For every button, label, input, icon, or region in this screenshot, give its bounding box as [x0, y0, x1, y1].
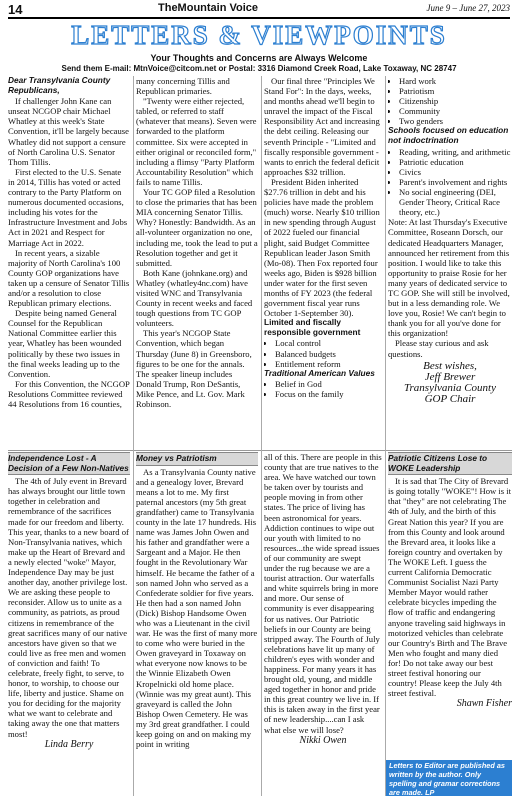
letter1-paragraph: If challenger John Kane can unseat NCGOP chair Michael Whatley at this week's State Convention, it'll be largely because Whatley did not support a censure of North Carolina U.S. Senator Thom Tillis.	[8, 96, 129, 167]
letter1-column1	[8, 76, 130, 448]
list-item: • No social engineering (DEI, Gender Theory, Critical Race theory, etc.)	[399, 187, 512, 217]
section-title: LETTERS & VIEWPOINTS	[71, 20, 447, 50]
letter3-title: Money vs Patriotism	[136, 452, 258, 466]
letter4-signature: Shawn Fisher	[456, 698, 512, 710]
issue-dates: June 9 – June 27, 2023	[426, 3, 510, 13]
section-divider	[8, 450, 512, 451]
closing-paragraph: Please stay curious and ask questions.	[388, 338, 489, 359]
list2	[264, 379, 382, 399]
letter1-paragraph: Your TC GOP filed a Resolution to close the primaries that has been MIA concerning Senator Tillis. Why? Honestly: Bandwidth. As an all-volunteer organization no one, including me, took the lead to put a Resolution together and get it submitted.	[136, 187, 258, 268]
page-number: 14	[8, 2, 23, 17]
letter1-paragraph: In recent years, a sizable majority of North Carolina's 100 County GOP organizations have taken up a censure of Senator Tillis and/or a resolution to close Republican primary elections.	[8, 247, 130, 309]
letter3-column1	[136, 452, 258, 798]
list4	[388, 147, 512, 218]
list1	[264, 338, 382, 368]
list-item: • Parent's involvement and rights	[399, 177, 512, 187]
list-item: • Two genders	[399, 116, 512, 126]
list1-title: Limited and fiscally responsible government	[264, 317, 361, 337]
column-divider	[261, 76, 262, 796]
letter2-signature: Linda Berry	[44, 738, 94, 750]
list-item: • Focus on the family	[275, 389, 382, 399]
letter1-column4	[388, 76, 512, 448]
list-item: • Reading, writing, and arithmetic	[399, 147, 512, 157]
letter1-paragraph: Our final three "Principles We Stand For": In the days, weeks, and months ahead we'll begin to unravel the impact of the Fiscal Responsibility Act and increasing the debt ceiling. Releasing our seventh Principle - "Limited and fiscally responsible government - wants to enrich the federal deficit approaches $32 trillion.	[264, 76, 380, 177]
page-header	[8, 2, 510, 16]
editor-note: Letters to Editor are published as written by the author. Only spelling and gramar corrections are made. LP	[386, 760, 512, 796]
list-item: • Patriotism	[399, 86, 512, 96]
letter3-column2	[264, 452, 382, 798]
list-item: • Civics	[399, 167, 512, 177]
letter3-signature: Nikki Owen	[299, 734, 347, 746]
letter2-title: Independence Lost - A Decision of a Few Non-Natives	[8, 452, 130, 475]
contact-line: Send them E-mail: MtnVoice@citcom.net or Postal: 3316 Diamond Creek Road, Lake Toxaway, NC 28747	[61, 64, 457, 73]
letter1-paragraph: "Twenty were either rejected, tabled, or referred to staff (whatever that means). Seven were forwarded to the platform committee. Six were accepted in either original or reconciled form," including a flimsy "Party Platform Accountability Resolution" which fails to name Tillis.	[136, 96, 257, 187]
header-rule	[8, 17, 510, 19]
letter2-paragraph: The 4th of July event in Brevard has always brought our little town together in celebration and remembrance of the sacrifices made for our freedom and liberty. This year, thanks to a new board of Non-Transylvania natives, which make up the Heart of Brevard and a newly elected "woke" Mayor, Independence Day may be just another day, another privilege lost. We are asking these people to reconsider. Allow us to unite as a community, as patriots, as proud citizens in remembrance of the great sacrifices many of our native ancestors have given so that we could live as free men and women of conviction and faith! To celebrate, freely fight, to serve, to honor, to worship, to choose our life, liberty and justice. Shame on you for deciding for the majority what we want to celebrate and taking away the one that matters most!	[8, 476, 129, 739]
letter1-column3	[264, 76, 382, 448]
list-item: • Balanced budgets	[275, 349, 382, 359]
letter1-signature: Best wishes, Jeff Brewer Transylvania County GOP Chair	[404, 359, 496, 405]
list-item: • Entitlement reform	[275, 359, 382, 369]
letter1-title: Dear Transylvania County Republicans,	[8, 76, 111, 95]
letter1-paragraph: For this Convention, the NCGOP Resolutions Committee reviewed 44 Resolutions from 16 counties,	[8, 378, 130, 409]
letter1-paragraph: This year's NCGOP State Convention, which began Thursday (June 8) in Greensboro, figures to be one for the annals. The speaker lineup includes Donald Trump, Ron DeSantis, Mike Pence, and Lt. Gov. Mark Robinson.	[136, 328, 252, 409]
list3	[388, 76, 512, 126]
masthead: TheMountain Voice	[158, 2, 259, 14]
letter4-title: Patriotic Citizens Lose to WOKE Leadership	[388, 452, 512, 475]
letter1-paragraph: Despite being named General Counsel for the Republican National Committee earlier this year, Whatley has been wounded politically by these two issues in the final weeks leading up to the Convention.	[8, 308, 122, 379]
note-paragraph: Note: At last Thursday's Executive Committee, Roseann Dorsch, our dedicated Headquarters Manager, announced her retirement from this position. I would like to take this opportunity to praise Rosie for her many years of dedicated service to TC GOP. She will still be involved, but in a less demanding role. We love you, Rosie! We can't begin to thank you for all you've done for this organization!	[388, 217, 510, 339]
section-subtitle: Your Thoughts and Concerns are Always Welcome	[150, 53, 368, 63]
letter4	[388, 452, 512, 758]
list-item: • Patriotic education	[399, 157, 512, 167]
letter1-paragraph: President Biden inherited $27.76 trillion in debt and his policies have made the problem (much) worse. Nearly $10 trillion in new spending through August of 2022 fueled our financial plight, said Budget Committee Republican leader Jason Smith (Mo-08). Then Fox reported four weeks ago, Biden is $928 billion under water for the first seven months of FY 2023 (the federal government fiscal year runs October 1-September 30).	[264, 176, 380, 319]
letter3-paragraph: all of this. There are people in this county that are true natives to the area. We have watched our town be taken over by tourists and people moving in from other states. The price of living has been astronomical for years. Addiction continues to wipe out our youth with limited to no resources...the wide spread issues of our community are swept under the rug because we are a tourist attraction. Our waterfalls and white squirrels bring in more and more. Our sense of community is ever disappearing for us natives. Our Patriotic beliefs in our County are being stripped away. The Fourth of July celebrations have lit up many of children's eyes with wonder and happiness. For many years it has brought old, young, and middle aged together in honor and pride in this great country we live in. If this is taken away in the first year of new leadership....can I ask what else we will lose?	[264, 452, 382, 735]
letter1-column2	[136, 76, 258, 448]
letter1-paragraph: Both Kane (johnkane.org) and Whatley (whatley4nc.com) have visited WNC and Transylvania County in recent weeks and faced tough questions from TC GOP volunteers.	[136, 267, 253, 329]
column-divider	[385, 76, 386, 796]
list-item: • Local control	[275, 338, 382, 348]
list-item: • Belief in God	[275, 379, 382, 389]
letter3-paragraph: As a Transylvania County native and a genealogy lover, Brevard means a lot to me. My first paternal ancestors (my 5th great grandfather) came to Transylvania county in the late 17 hundreds. His name was James John Owen and his father and grandfather were a Sargeant and a Major. He then fought in the Revolutionary War himself. He became the father of a son named John who served as a Confederate soldier for five years. He then had a son named John (Dick) Bishop Handsome Owen who was a Lieutenant in the civil war. He was the first of many more to come who were buried in the Owen graveyard in Toxaway on what everyone now knows to be the Winnie Elizabeth Owen Kropelnicki old home place. (Winnie was my great aunt). This graveyard is called the John Bishop Owen Cemetery. He was my 3rd great grandfather. I could keep going on and on making my point in writing	[136, 466, 258, 750]
list2-title: Traditional American Values	[264, 367, 375, 378]
list-item: • Hard work	[399, 76, 512, 86]
letter2	[8, 452, 130, 798]
letter4-paragraph: It is sad that The City of Brevard is going totally "WOKE"! How is it that "they" are not celebrating The 4th of July, and the birth of this Great Nation this year? If you are from this County and look around the Brevard area, it looks like a foreign country and overtaken by The WOKE Left. I guess the current California Democratic Communist Socialist Nazi Party Member Mayor would rather celebrate bicycles impeding the flow of traffic and endangering anyone traveling said highways in motorized vehicles than celebrate our Country's Birth and The Brave Men who fought and many died for! Do not take away our best street festival honoring our country! Please keep the July 4th street festival.	[388, 476, 512, 699]
letter1-paragraph: many concerning Tillis and Republican primaries.	[136, 76, 230, 97]
list-item: • Community	[399, 106, 512, 116]
letter1-paragraph: First elected to the U.S. Senate in 2014, Tillis has voted or acted contrary to the Party Platform on numerous documented occasions, including his votes for the Infrastructure Investment and Jobs Act in 2021 and Respect for Marriage Act in 2022.	[8, 166, 128, 248]
list-item: • Citizenship	[399, 96, 512, 106]
list4-title: Schools focused on education not indoctrination	[388, 125, 509, 146]
column-divider	[133, 76, 134, 796]
